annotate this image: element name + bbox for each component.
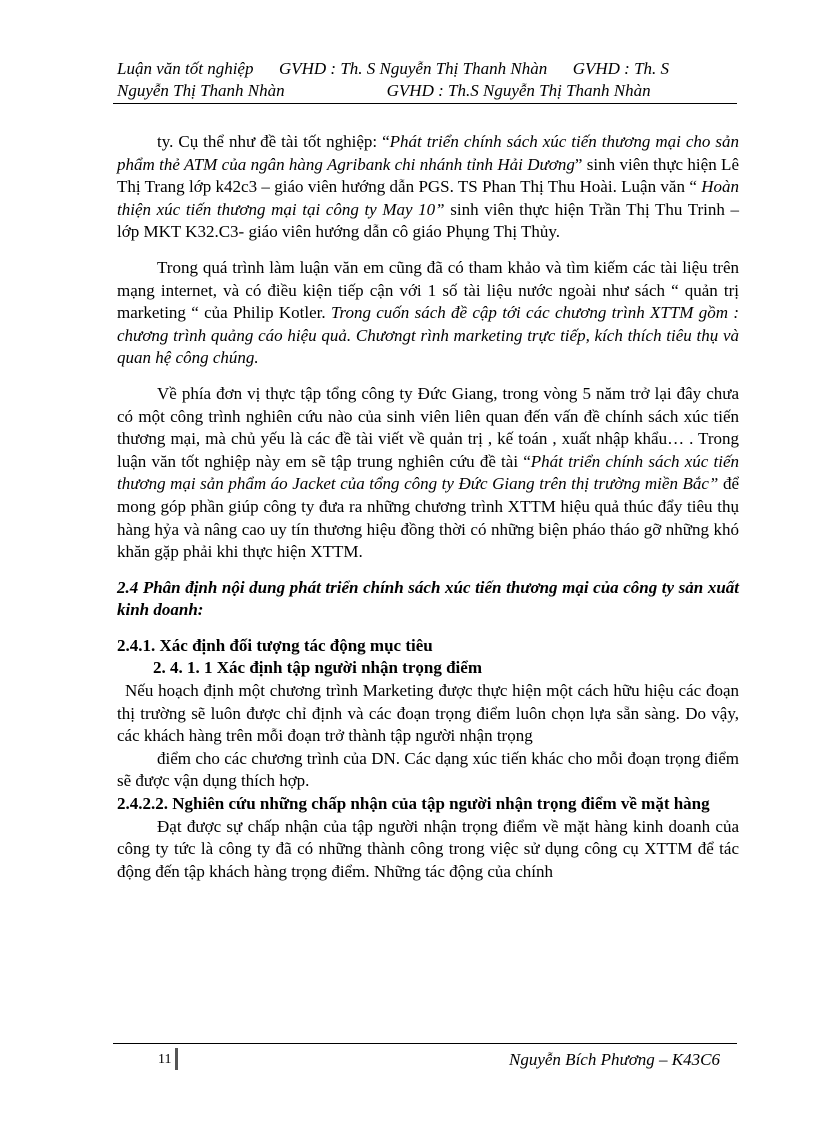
paragraph-target-audience: Nếu hoạch định một chương trình Marketing được thực hiện một cách hữu hiệu các đoạn thị trường sẽ luôn được chỉ định và các đoạn trọng điểm luôn chọn lựa sẵn sàng. Do vậy, các khách hàng trên mỗi đoạn trở thành tập người nhận trọng	[117, 681, 739, 746]
text-run: sinh viên thực hiện Trần Thị Thu Trinh – lớp MKT K32.C3- giáo viên hướng dẫn cô giáo Phụng Thị Thủy.	[117, 199, 739, 242]
text-run: Về phía đơn vị thực tập tổng công ty Đức Giang, trong vòng 5 năm trở lại đây chưa có một công trình nghiên cứu nào của sinh viên liên quan đến vấn đề chính sách xúc tiến thương mại, mà chủ yếu là các đề tài viết về quản trị , kế toán , xuất nhập khẩu… . Trong luận văn tốt nghiệp này em sẽ tập trung nghiên cứu đề tài “	[117, 383, 739, 471]
thesis-title-italic: Hoàn thiện xúc tiến thương mại tại công ty May 10”	[117, 177, 739, 219]
footer-author: Nguyễn Bích Phương – K43C6	[509, 1050, 720, 1069]
page-header	[117, 58, 731, 102]
text-run: ty. Cụ thể như đề tài tốt nghiệp: “	[157, 132, 390, 151]
header-line-2: Nguyễn Thị Thanh Nhàn GVHD : Th.S Nguyễn Thị Thanh Nhàn	[117, 81, 651, 100]
section-heading-2-4: 2.4 Phân định nội dung phát triển chính sách xúc tiến thương mại của công ty sản xuất kinh doanh:	[117, 577, 739, 620]
text-run: để mong góp phần giúp công ty đưa ra những chương trình XTTM hiệu quả thúc đẩy tiêu thụ hàng hỷa và nâng cao uy tín thương hiệu đồng thời có những biện pháo tháo gỡ những khó khăn gặp phải khi thực hiện XTTM.	[117, 474, 739, 562]
page-number-bar	[175, 1048, 178, 1070]
header-rule	[113, 103, 737, 104]
thesis-topic-italic: Phát triển chính sách xúc tiến thương mại sản phẩm áo Jacket của tổng công ty Đức Giang trên thị trường miền Bắc”	[117, 451, 739, 494]
paragraph-target-audience-cont: điểm cho các chương trình của DN. Các dạng xúc tiến khác cho mỗi đoạn trọng điểm sẽ được vận dụng thích hợp.	[117, 748, 739, 791]
book-summary-italic: Trong cuốn sách đề cập tới các chương trình XTTM gồm : chương trình quảng cáo hiệu quả. Chươngt rình marketing trực tiếp, kích thích tiêu thụ và quan hệ công chúng.	[117, 303, 739, 368]
page-number: 11	[158, 1052, 172, 1067]
section-heading-2-4-2-2: 2.4.2.2. Nghiên cứu những chấp nhận của tập người nhận trọng điểm về mặt hàng	[117, 794, 710, 814]
paragraph-references	[117, 131, 739, 244]
text-run: ” sinh viên thực hiện Lê Thị Trang lớp k42c3 – giáo viên hướng dẫn PGS. TS Phan Thị Thu Hoài. Luận văn “	[117, 154, 739, 197]
paragraph-company	[117, 383, 739, 564]
paragraph-literature	[117, 257, 739, 370]
footer-rule	[113, 1043, 737, 1044]
text-run: Trong quá trình làm luận văn em cũng đã có tham khảo và tìm kiếm các tài liệu trên mạng internet, và có điều kiện tiếp cận với 1 số tài liệu nước ngoài như sách “ quản trị marketing “ của Philip Kotler.	[117, 257, 739, 323]
section-heading-2-4-1-1: 2. 4. 1. 1 Xác định tập người nhận trọng điểm	[153, 658, 482, 678]
paragraph-acceptance: Đạt được sự chấp nhận của tập người nhận trọng điểm về mặt hàng kinh doanh của công ty tức là công ty đã có những thành công trong việc sử dụng công cụ XTTM để tác động đến tập khách hàng trọng điểm. Những tác động của chính	[117, 816, 739, 881]
header-line-1: Luận văn tốt nghiệp GVHD : Th. S Nguyễn Thị Thanh Nhàn GVHD : Th. S	[117, 59, 670, 78]
section-heading-2-4-1: 2.4.1. Xác định đối tượng tác động mục tiêu	[117, 635, 433, 655]
page-content	[117, 131, 739, 883]
thesis-title-italic: Phát triển chính sách xúc tiến thương mại cho sản phẩm thẻ ATM của ngân hàng Agribank chi nhánh tỉnh Hải Dương	[117, 132, 739, 174]
